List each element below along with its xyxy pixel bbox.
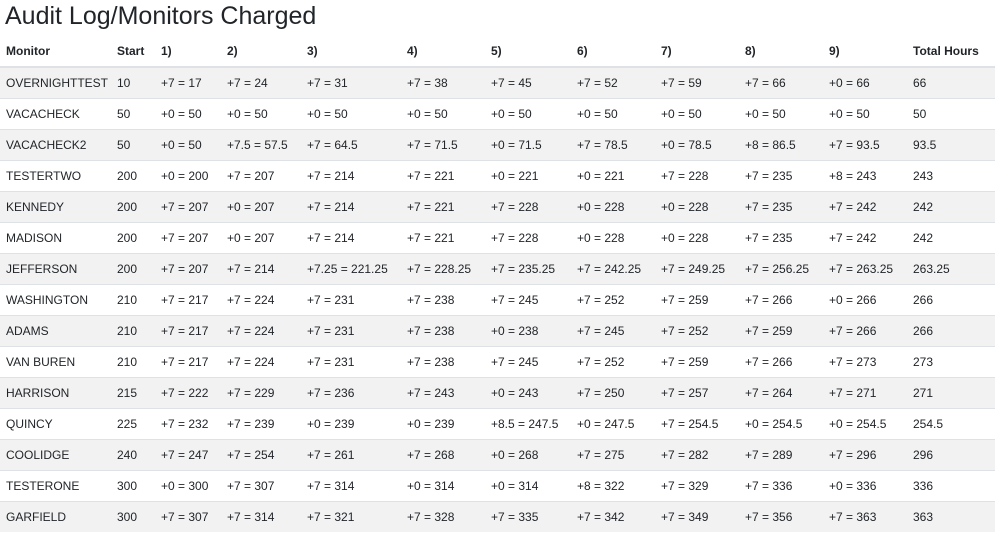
cell-step-8: +0 = 50 <box>739 99 823 130</box>
cell-step-6: +7 = 252 <box>571 285 655 316</box>
table-row <box>0 223 995 254</box>
cell-step-8: +7 = 266 <box>739 285 823 316</box>
cell-step-6: +7 = 250 <box>571 378 655 409</box>
cell-step-9: +0 = 266 <box>823 285 907 316</box>
cell-step-6: +7 = 242.25 <box>571 254 655 285</box>
cell-step-1: +7 = 207 <box>155 254 221 285</box>
cell-step-2: +0 = 50 <box>221 99 301 130</box>
cell-step-7: +7 = 329 <box>655 471 739 502</box>
cell-monitor: VACACHECK2 <box>0 130 111 161</box>
cell-step-2: +7 = 207 <box>221 161 301 192</box>
cell-step-5: +0 = 50 <box>485 99 571 130</box>
cell-step-5: +7 = 245 <box>485 285 571 316</box>
cell-step-5: +7 = 235.25 <box>485 254 571 285</box>
cell-start: 300 <box>111 471 155 502</box>
cell-step-5: +8.5 = 247.5 <box>485 409 571 440</box>
cell-start: 200 <box>111 192 155 223</box>
cell-monitor: KENNEDY <box>0 192 111 223</box>
cell-step-2: +0 = 207 <box>221 192 301 223</box>
cell-step-5: +0 = 243 <box>485 378 571 409</box>
cell-step-4: +7 = 221 <box>401 192 485 223</box>
cell-step-3: +0 = 50 <box>301 99 401 130</box>
cell-step-7: +0 = 228 <box>655 223 739 254</box>
table-row <box>0 409 995 440</box>
cell-step-1: +0 = 300 <box>155 471 221 502</box>
cell-monitor: OVERNIGHTTEST <box>0 67 111 99</box>
table-row <box>0 254 995 285</box>
cell-step-8: +7 = 264 <box>739 378 823 409</box>
table-row <box>0 99 995 130</box>
cell-step-1: +7 = 217 <box>155 347 221 378</box>
column-header-step-1: 1) <box>155 35 221 67</box>
cell-step-7: +0 = 228 <box>655 192 739 223</box>
page-title: Audit Log/Monitors Charged <box>5 2 317 30</box>
cell-step-4: +7 = 243 <box>401 378 485 409</box>
cell-step-2: +7.5 = 57.5 <box>221 130 301 161</box>
cell-step-4: +7 = 238 <box>401 285 485 316</box>
cell-total-hours: 254.5 <box>907 409 995 440</box>
cell-step-9: +7 = 363 <box>823 502 907 533</box>
cell-step-1: +7 = 232 <box>155 409 221 440</box>
cell-step-9: +7 = 271 <box>823 378 907 409</box>
cell-total-hours: 336 <box>907 471 995 502</box>
cell-step-5: +7 = 228 <box>485 192 571 223</box>
cell-step-7: +7 = 59 <box>655 67 739 99</box>
cell-step-9: +0 = 66 <box>823 67 907 99</box>
cell-step-6: +0 = 221 <box>571 161 655 192</box>
cell-step-8: +7 = 256.25 <box>739 254 823 285</box>
cell-step-9: +7 = 242 <box>823 192 907 223</box>
cell-step-2: +7 = 254 <box>221 440 301 471</box>
cell-step-7: +7 = 259 <box>655 347 739 378</box>
cell-step-3: +7 = 214 <box>301 192 401 223</box>
cell-step-6: +0 = 247.5 <box>571 409 655 440</box>
cell-start: 300 <box>111 502 155 533</box>
cell-step-2: +7 = 239 <box>221 409 301 440</box>
cell-step-3: +7 = 231 <box>301 316 401 347</box>
cell-total-hours: 243 <box>907 161 995 192</box>
cell-step-4: +0 = 50 <box>401 99 485 130</box>
cell-step-9: +7 = 266 <box>823 316 907 347</box>
cell-start: 210 <box>111 285 155 316</box>
cell-step-8: +7 = 235 <box>739 161 823 192</box>
column-header-step-3: 3) <box>301 35 401 67</box>
cell-step-5: +0 = 71.5 <box>485 130 571 161</box>
cell-step-7: +0 = 50 <box>655 99 739 130</box>
cell-step-4: +7 = 268 <box>401 440 485 471</box>
cell-step-6: +7 = 275 <box>571 440 655 471</box>
cell-step-6: +7 = 78.5 <box>571 130 655 161</box>
column-header-step-6: 6) <box>571 35 655 67</box>
column-header-start: Start <box>111 35 155 67</box>
cell-step-3: +7 = 31 <box>301 67 401 99</box>
column-header-step-4: 4) <box>401 35 485 67</box>
cell-step-3: +7 = 231 <box>301 347 401 378</box>
cell-start: 225 <box>111 409 155 440</box>
cell-total-hours: 263.25 <box>907 254 995 285</box>
cell-monitor: QUINCY <box>0 409 111 440</box>
cell-total-hours: 273 <box>907 347 995 378</box>
cell-start: 210 <box>111 347 155 378</box>
cell-total-hours: 266 <box>907 316 995 347</box>
cell-monitor: COOLIDGE <box>0 440 111 471</box>
header-row <box>0 35 995 67</box>
cell-step-7: +0 = 78.5 <box>655 130 739 161</box>
cell-step-1: +7 = 247 <box>155 440 221 471</box>
cell-start: 200 <box>111 161 155 192</box>
table-row <box>0 440 995 471</box>
cell-step-6: +0 = 50 <box>571 99 655 130</box>
cell-step-8: +7 = 266 <box>739 347 823 378</box>
column-header-monitor: Monitor <box>0 35 111 67</box>
cell-step-8: +7 = 289 <box>739 440 823 471</box>
cell-step-9: +0 = 254.5 <box>823 409 907 440</box>
cell-step-6: +8 = 322 <box>571 471 655 502</box>
cell-total-hours: 242 <box>907 223 995 254</box>
cell-step-5: +0 = 268 <box>485 440 571 471</box>
cell-monitor: TESTERONE <box>0 471 111 502</box>
table-row <box>0 316 995 347</box>
cell-step-3: +7 = 236 <box>301 378 401 409</box>
cell-total-hours: 266 <box>907 285 995 316</box>
cell-step-5: +0 = 221 <box>485 161 571 192</box>
cell-start: 50 <box>111 130 155 161</box>
cell-start: 215 <box>111 378 155 409</box>
cell-step-8: +7 = 235 <box>739 192 823 223</box>
cell-step-6: +7 = 245 <box>571 316 655 347</box>
cell-step-9: +0 = 50 <box>823 99 907 130</box>
cell-step-7: +7 = 259 <box>655 285 739 316</box>
table-header <box>0 35 995 67</box>
cell-step-1: +7 = 217 <box>155 285 221 316</box>
cell-monitor: JEFFERSON <box>0 254 111 285</box>
cell-step-2: +7 = 224 <box>221 285 301 316</box>
cell-step-3: +7 = 231 <box>301 285 401 316</box>
cell-monitor: WASHINGTON <box>0 285 111 316</box>
cell-start: 200 <box>111 254 155 285</box>
table-row <box>0 130 995 161</box>
cell-step-3: +7 = 321 <box>301 502 401 533</box>
cell-step-3: +7 = 214 <box>301 223 401 254</box>
cell-total-hours: 242 <box>907 192 995 223</box>
column-header-step-8: 8) <box>739 35 823 67</box>
cell-step-5: +7 = 245 <box>485 347 571 378</box>
cell-monitor: HARRISON <box>0 378 111 409</box>
cell-step-3: +7 = 214 <box>301 161 401 192</box>
cell-step-4: +0 = 314 <box>401 471 485 502</box>
cell-step-6: +7 = 252 <box>571 347 655 378</box>
table-row <box>0 378 995 409</box>
cell-step-8: +7 = 336 <box>739 471 823 502</box>
cell-step-1: +7 = 17 <box>155 67 221 99</box>
cell-step-3: +7 = 314 <box>301 471 401 502</box>
cell-step-6: +0 = 228 <box>571 223 655 254</box>
cell-step-9: +8 = 243 <box>823 161 907 192</box>
cell-step-2: +7 = 224 <box>221 316 301 347</box>
table-row <box>0 471 995 502</box>
cell-step-6: +7 = 52 <box>571 67 655 99</box>
cell-start: 240 <box>111 440 155 471</box>
cell-step-9: +7 = 296 <box>823 440 907 471</box>
column-header-step-9: 9) <box>823 35 907 67</box>
table-row <box>0 161 995 192</box>
cell-step-6: +0 = 228 <box>571 192 655 223</box>
cell-step-7: +7 = 228 <box>655 161 739 192</box>
cell-step-2: +7 = 224 <box>221 347 301 378</box>
column-header-step-2: 2) <box>221 35 301 67</box>
cell-step-8: +7 = 259 <box>739 316 823 347</box>
cell-step-3: +7.25 = 221.25 <box>301 254 401 285</box>
cell-start: 10 <box>111 67 155 99</box>
cell-step-9: +7 = 242 <box>823 223 907 254</box>
cell-step-4: +7 = 38 <box>401 67 485 99</box>
cell-step-9: +0 = 336 <box>823 471 907 502</box>
cell-step-8: +0 = 254.5 <box>739 409 823 440</box>
cell-step-2: +7 = 24 <box>221 67 301 99</box>
cell-step-2: +7 = 314 <box>221 502 301 533</box>
cell-step-8: +7 = 66 <box>739 67 823 99</box>
cell-step-7: +7 = 349 <box>655 502 739 533</box>
table-row <box>0 285 995 316</box>
cell-monitor: VACACHECK <box>0 99 111 130</box>
cell-step-4: +7 = 221 <box>401 223 485 254</box>
cell-step-4: +7 = 221 <box>401 161 485 192</box>
cell-step-4: +7 = 238 <box>401 316 485 347</box>
table-row <box>0 502 995 533</box>
table-row <box>0 67 995 99</box>
cell-step-9: +7 = 93.5 <box>823 130 907 161</box>
cell-step-4: +7 = 238 <box>401 347 485 378</box>
cell-total-hours: 66 <box>907 67 995 99</box>
cell-step-5: +0 = 314 <box>485 471 571 502</box>
cell-step-2: +7 = 229 <box>221 378 301 409</box>
cell-step-4: +7 = 228.25 <box>401 254 485 285</box>
cell-step-3: +0 = 239 <box>301 409 401 440</box>
cell-start: 50 <box>111 99 155 130</box>
column-header-step-5: 5) <box>485 35 571 67</box>
cell-monitor: TESTERTWO <box>0 161 111 192</box>
cell-step-1: +7 = 307 <box>155 502 221 533</box>
cell-monitor: GARFIELD <box>0 502 111 533</box>
cell-start: 200 <box>111 223 155 254</box>
cell-step-6: +7 = 342 <box>571 502 655 533</box>
cell-step-5: +0 = 238 <box>485 316 571 347</box>
cell-step-8: +8 = 86.5 <box>739 130 823 161</box>
cell-step-7: +7 = 257 <box>655 378 739 409</box>
cell-step-5: +7 = 45 <box>485 67 571 99</box>
cell-total-hours: 271 <box>907 378 995 409</box>
cell-step-7: +7 = 252 <box>655 316 739 347</box>
cell-step-1: +7 = 207 <box>155 192 221 223</box>
cell-step-1: +0 = 200 <box>155 161 221 192</box>
cell-step-7: +7 = 282 <box>655 440 739 471</box>
cell-monitor: MADISON <box>0 223 111 254</box>
cell-start: 210 <box>111 316 155 347</box>
cell-step-5: +7 = 228 <box>485 223 571 254</box>
cell-step-4: +7 = 328 <box>401 502 485 533</box>
cell-total-hours: 296 <box>907 440 995 471</box>
cell-total-hours: 363 <box>907 502 995 533</box>
cell-step-2: +0 = 207 <box>221 223 301 254</box>
cell-step-1: +7 = 217 <box>155 316 221 347</box>
column-header-step-7: 7) <box>655 35 739 67</box>
cell-monitor: VAN BUREN <box>0 347 111 378</box>
cell-step-7: +7 = 249.25 <box>655 254 739 285</box>
cell-step-1: +7 = 207 <box>155 223 221 254</box>
cell-step-7: +7 = 254.5 <box>655 409 739 440</box>
cell-step-1: +0 = 50 <box>155 130 221 161</box>
table-body <box>0 67 995 532</box>
audit-log-table <box>0 35 995 532</box>
cell-total-hours: 93.5 <box>907 130 995 161</box>
cell-step-1: +7 = 222 <box>155 378 221 409</box>
cell-step-5: +7 = 335 <box>485 502 571 533</box>
cell-step-4: +7 = 71.5 <box>401 130 485 161</box>
table-row <box>0 347 995 378</box>
cell-step-2: +7 = 214 <box>221 254 301 285</box>
cell-step-4: +0 = 239 <box>401 409 485 440</box>
cell-step-9: +7 = 273 <box>823 347 907 378</box>
cell-step-3: +7 = 64.5 <box>301 130 401 161</box>
cell-step-3: +7 = 261 <box>301 440 401 471</box>
cell-step-9: +7 = 263.25 <box>823 254 907 285</box>
cell-step-1: +0 = 50 <box>155 99 221 130</box>
column-header-total-hours: Total Hours <box>907 35 995 67</box>
cell-step-8: +7 = 356 <box>739 502 823 533</box>
cell-monitor: ADAMS <box>0 316 111 347</box>
cell-step-2: +7 = 307 <box>221 471 301 502</box>
cell-total-hours: 50 <box>907 99 995 130</box>
cell-step-8: +7 = 235 <box>739 223 823 254</box>
table-row <box>0 192 995 223</box>
